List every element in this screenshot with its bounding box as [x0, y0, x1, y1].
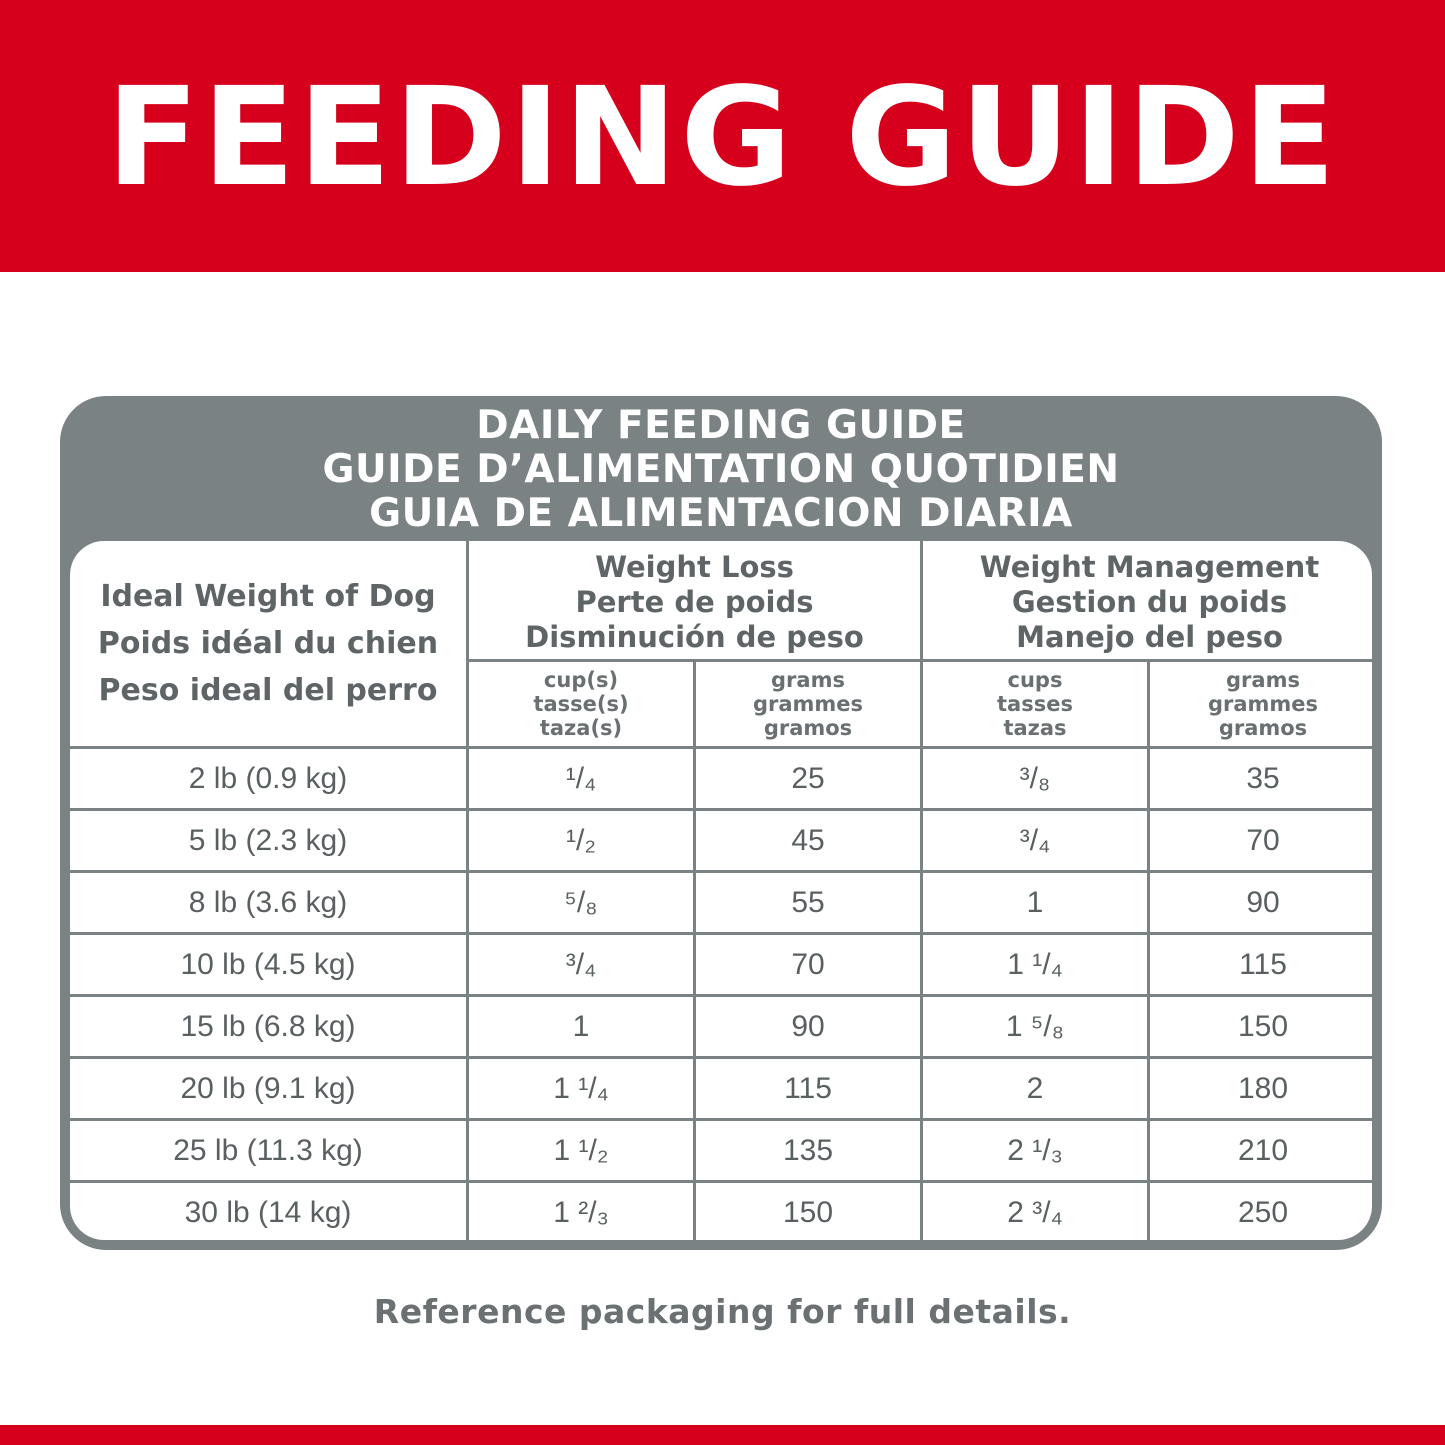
- mgmt-grams-cell: 180: [1150, 1059, 1372, 1118]
- weight-cell: 15 lb (6.8 kg): [70, 997, 466, 1056]
- loss-grams-cell: 115: [696, 1059, 920, 1118]
- table-heading-line: GUIDE D’ALIMENTATION QUOTIDIEN: [322, 447, 1120, 492]
- loss-grams-cell: 90: [696, 997, 920, 1056]
- weight-cell: 5 lb (2.3 kg): [70, 811, 466, 870]
- header-banner: [0, 0, 1445, 272]
- table-heading-line: GUIA DE ALIMENTACION DIARIA: [369, 491, 1073, 536]
- loss-cups-cell: ¹/₄: [469, 749, 693, 808]
- page-title: FEEDING GUIDE: [106, 59, 1339, 217]
- loss-cups-cell: 1 ²/₃: [469, 1183, 693, 1240]
- mgmt-grams-cell: 250: [1150, 1183, 1372, 1240]
- table-heading: [60, 404, 1382, 536]
- mgmt-cups-header: [923, 662, 1147, 746]
- feeding-table: [60, 396, 1382, 1250]
- mgmt-cups-cell: 2 ¹/₃: [923, 1121, 1147, 1180]
- weight-column-header: [70, 541, 466, 746]
- loss-cups-cell: 1: [469, 997, 693, 1056]
- header-line: cups: [1007, 668, 1063, 692]
- weight-cell: 8 lb (3.6 kg): [70, 873, 466, 932]
- loss-grams-cell: 70: [696, 935, 920, 994]
- weight-cell: 30 lb (14 kg): [70, 1183, 466, 1240]
- weight-cell: 25 lb (11.3 kg): [70, 1121, 466, 1180]
- mgmt-cups-cell: 2: [923, 1059, 1147, 1118]
- weight-loss-header: [469, 541, 920, 659]
- loss-grams-cell: 135: [696, 1121, 920, 1180]
- header-line: Weight Loss: [595, 549, 794, 584]
- header-line: tazas: [1003, 716, 1067, 740]
- mgmt-grams-cell: 35: [1150, 749, 1372, 808]
- loss-cups-cell: ³/₄: [469, 935, 693, 994]
- mgmt-grams-cell: 90: [1150, 873, 1372, 932]
- table-grid: [70, 541, 1372, 1240]
- header-line: Weight Management: [979, 549, 1320, 584]
- mgmt-cups-cell: ³/₄: [923, 811, 1147, 870]
- header-line: Ideal Weight of Dog: [100, 579, 436, 614]
- loss-grams-header: [696, 662, 920, 746]
- mgmt-cups-cell: 1 ¹/₄: [923, 935, 1147, 994]
- weight-cell: 20 lb (9.1 kg): [70, 1059, 466, 1118]
- loss-cups-cell: ⁵/₈: [469, 873, 693, 932]
- weight-cell: 2 lb (0.9 kg): [70, 749, 466, 808]
- header-line: grammes: [1207, 692, 1319, 716]
- header-line: Peso ideal del perro: [98, 673, 438, 708]
- header-line: gramos: [763, 716, 853, 740]
- mgmt-cups-cell: 2 ³/₄: [923, 1183, 1147, 1240]
- bottom-bar: [0, 1425, 1445, 1445]
- footer-note: Reference packaging for full details.: [373, 1292, 1072, 1331]
- loss-grams-cell: 25: [696, 749, 920, 808]
- mgmt-grams-cell: 115: [1150, 935, 1372, 994]
- loss-grams-cell: 45: [696, 811, 920, 870]
- header-line: grammes: [752, 692, 864, 716]
- header-line: cup(s): [543, 668, 619, 692]
- header-line: grams: [771, 668, 845, 692]
- header-line: Perte de poids: [575, 584, 814, 619]
- mgmt-cups-cell: ³/₈: [923, 749, 1147, 808]
- header-line: gramos: [1218, 716, 1308, 740]
- loss-cups-cell: ¹/₂: [469, 811, 693, 870]
- header-line: Poids idéal du chien: [97, 626, 439, 661]
- header-line: taza(s): [539, 716, 623, 740]
- mgmt-grams-cell: 150: [1150, 997, 1372, 1056]
- header-line: grams: [1226, 668, 1300, 692]
- header-line: Disminución de peso: [525, 619, 864, 654]
- loss-cups-header: [469, 662, 693, 746]
- mgmt-grams-cell: 70: [1150, 811, 1372, 870]
- mgmt-grams-cell: 210: [1150, 1121, 1372, 1180]
- loss-cups-cell: 1 ¹/₂: [469, 1121, 693, 1180]
- header-line: tasse(s): [533, 692, 629, 716]
- header-line: Manejo del peso: [1016, 619, 1283, 654]
- header-line: Gestion du poids: [1011, 584, 1288, 619]
- weight-management-header: [923, 541, 1372, 659]
- mgmt-grams-header: [1150, 662, 1372, 746]
- mgmt-cups-cell: 1 ⁵/₈: [923, 997, 1147, 1056]
- weight-cell: 10 lb (4.5 kg): [70, 935, 466, 994]
- loss-grams-cell: 55: [696, 873, 920, 932]
- table-heading-line: DAILY FEEDING GUIDE: [476, 403, 966, 448]
- header-line: tasses: [997, 692, 1073, 716]
- mgmt-cups-cell: 1: [923, 873, 1147, 932]
- loss-grams-cell: 150: [696, 1183, 920, 1240]
- loss-cups-cell: 1 ¹/₄: [469, 1059, 693, 1118]
